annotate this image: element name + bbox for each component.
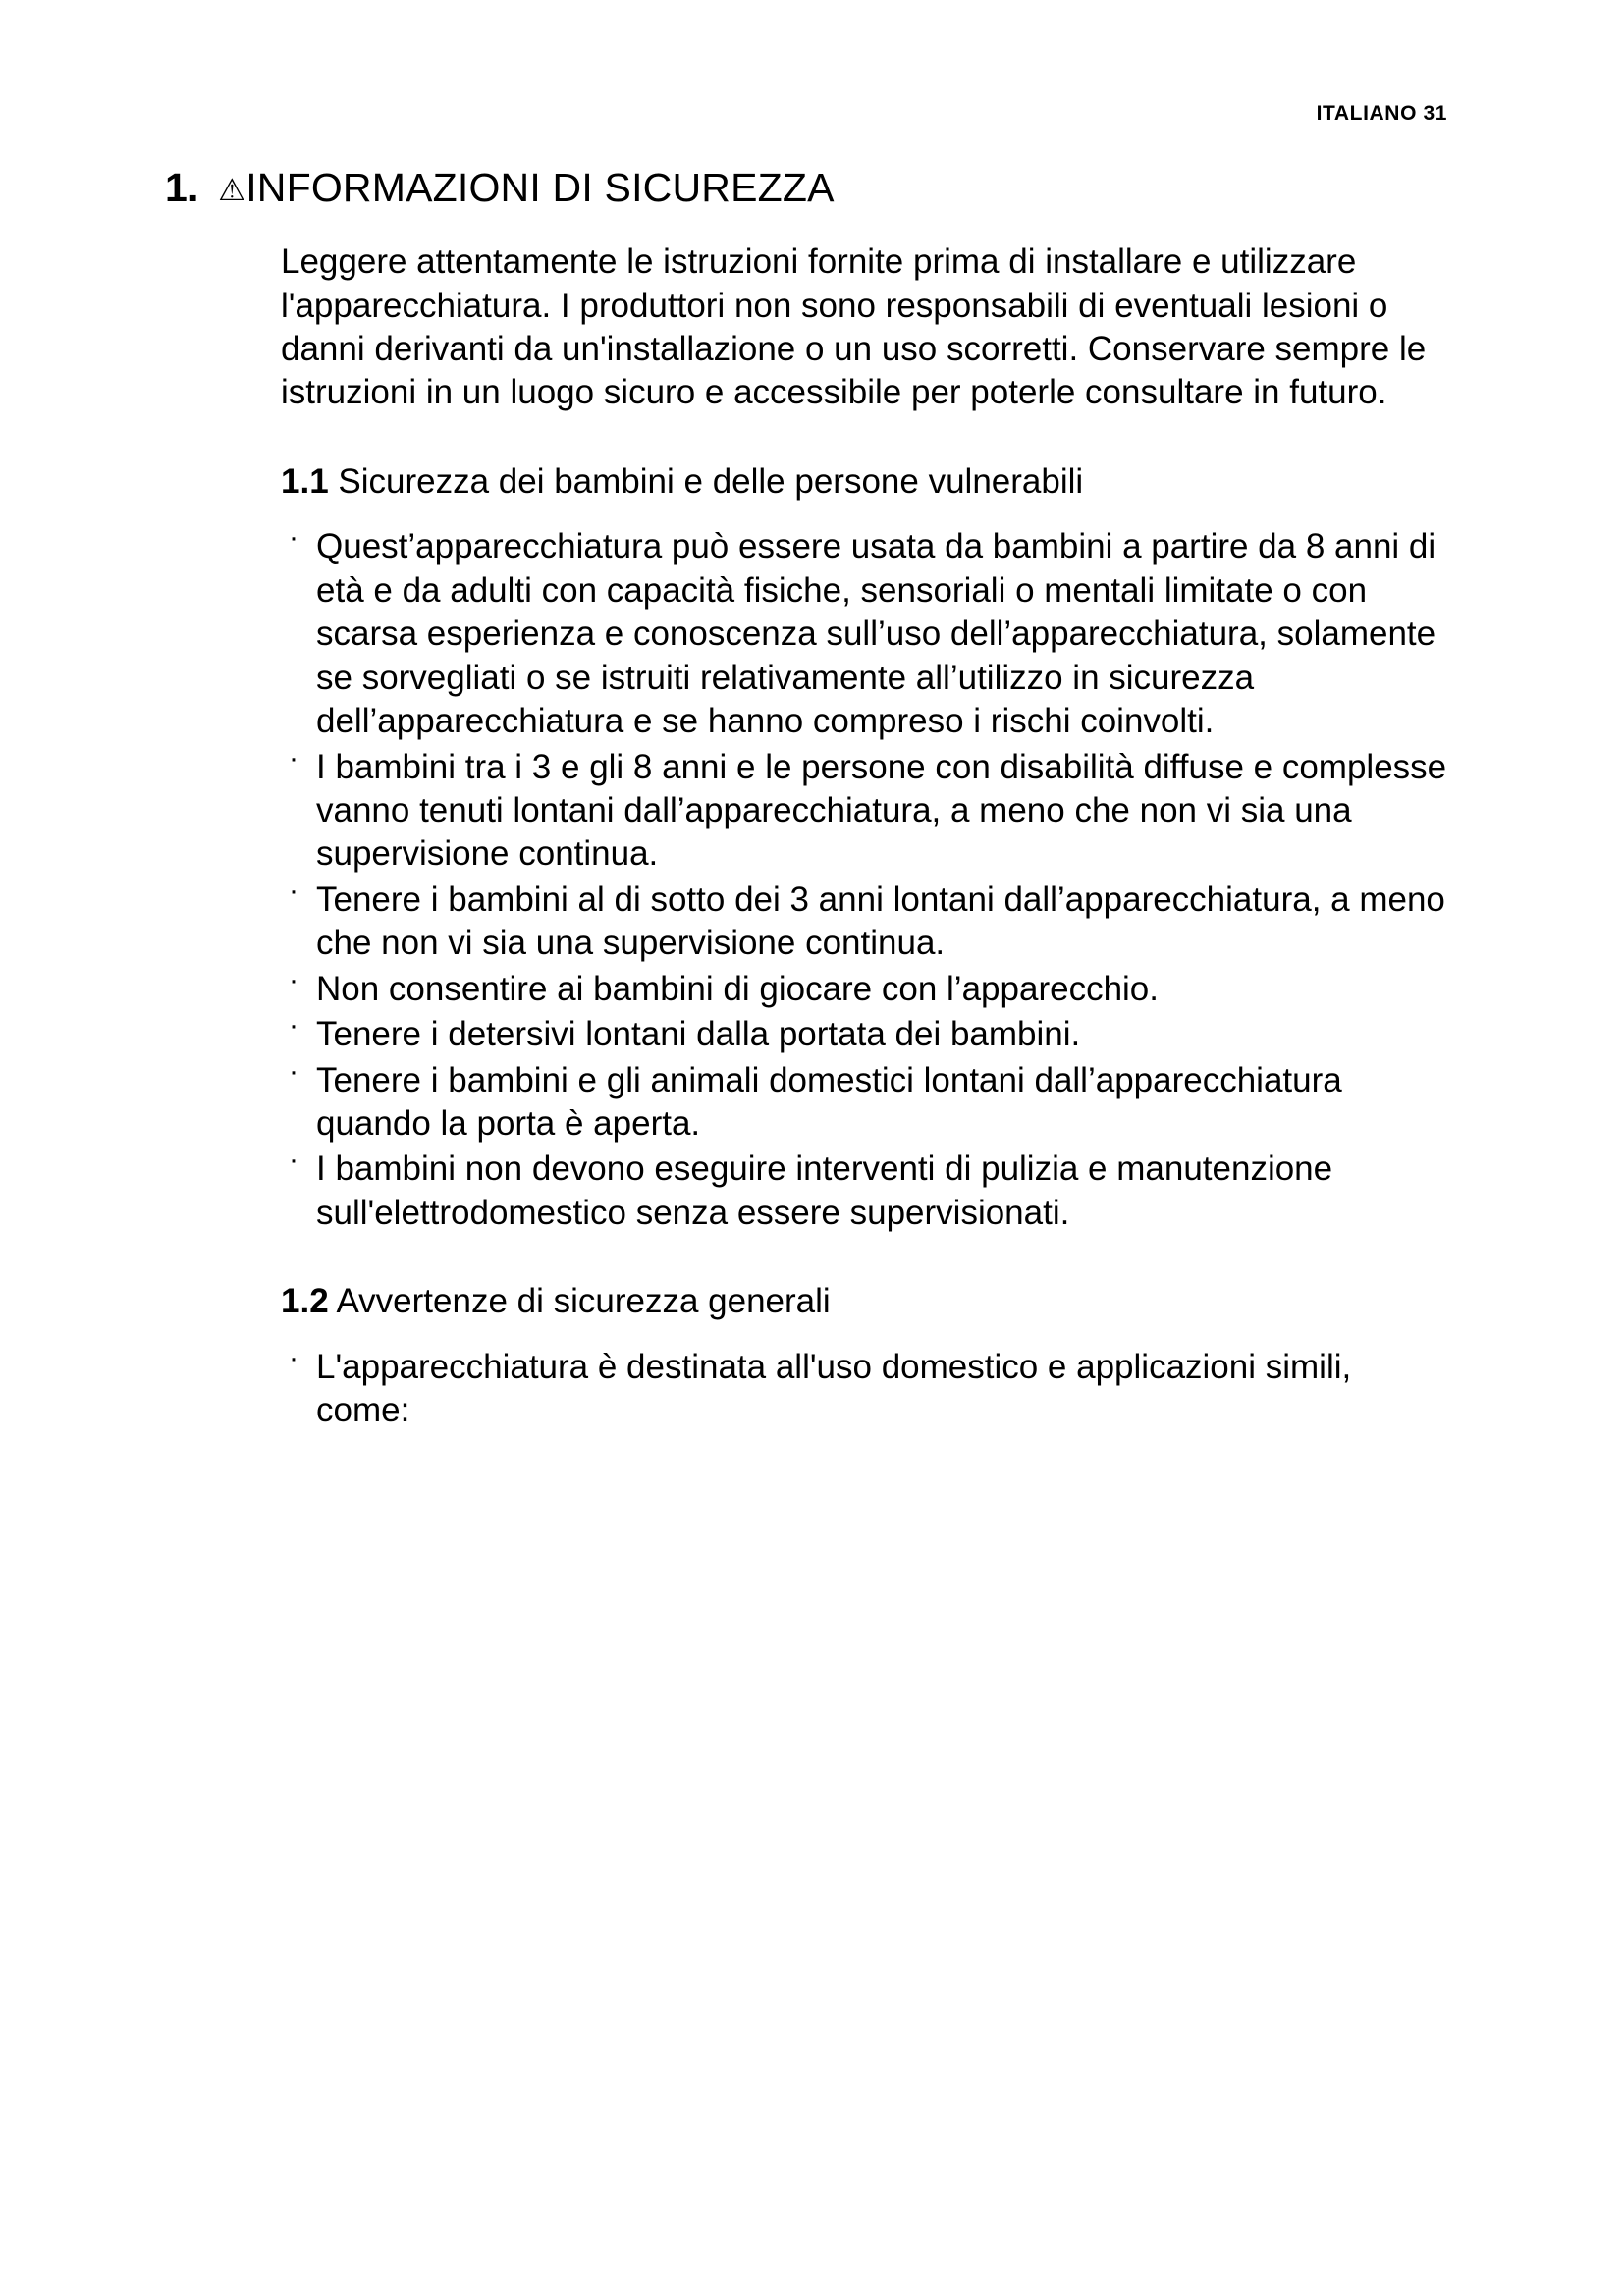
list-item: · I bambini non devono eseguire interventi di pulizia e manutenzione sull'elettrodomestico senza essere supervisionati. bbox=[281, 1148, 1449, 1235]
subsection-1-1-bullet-list bbox=[281, 525, 1449, 1235]
subsection-number: 1.2 bbox=[281, 1282, 329, 1321]
list-item: · I bambini tra i 3 e gli 8 anni e le persone con disabilità diffuse e complesse vanno tenuti lontani dall’apparecchiatura, a meno che non vi sia una supervisione continua. bbox=[281, 746, 1449, 877]
list-item: · Quest’apparecchiatura può essere usata da bambini a partire da 8 anni di età e da adulti con capacità fisiche, sensoriali o mentali limitate o con scarsa esperienza e conoscenza sull’uso dell’apparecchiatura, solamente se sorvegliati o se istruiti relativamente all’utilizzo in sicurezza dell’apparecchiatura e se hanno compreso i rischi coinvolti. bbox=[281, 525, 1449, 743]
section-heading bbox=[165, 165, 1477, 211]
list-item: · Tenere i detersivi lontani dalla portata dei bambini. bbox=[281, 1013, 1449, 1056]
subsection-1-2-bullet-list bbox=[281, 1346, 1449, 1433]
list-item: · Tenere i bambini e gli animali domestici lontani dall’apparecchiatura quando la porta è aperta. bbox=[281, 1059, 1449, 1147]
warning-triangle-icon: ⚠ bbox=[218, 173, 246, 207]
subsection-heading-1-2 bbox=[281, 1280, 1410, 1323]
subsection-number: 1.1 bbox=[281, 461, 329, 501]
section-intro-paragraph: Leggere attentamente le istruzioni fornite prima di installare e utilizzare l'apparecchiatura. I produttori non sono responsabili di eventuali lesioni o danni derivanti da un'installazione o un uso scorretti. Conservare sempre le istruzioni in un luogo sicuro e accessibile per poterle consultare in futuro. bbox=[281, 242, 1427, 412]
section-number: 1. bbox=[165, 165, 199, 210]
page-content bbox=[165, 165, 1477, 1435]
subsection-heading-1-1 bbox=[281, 460, 1410, 504]
subsection-title: Avvertenze di sicurezza generali bbox=[336, 1282, 831, 1321]
section-title: INFORMAZIONI DI SICUREZZA bbox=[245, 165, 835, 210]
subsection-title: Sicurezza dei bambini e delle persone vulnerabili bbox=[338, 461, 1084, 501]
running-head: ITALIANO 31 bbox=[1316, 102, 1447, 125]
list-item: · Non consentire ai bambini di giocare con l’apparecchio. bbox=[281, 968, 1449, 1011]
list-item: · Tenere i bambini al di sotto dei 3 anni lontani dall’apparecchiatura, a meno che non vi sia una supervisione continua. bbox=[281, 879, 1449, 966]
list-item: · L'apparecchiatura è destinata all'uso domestico e applicazioni simili, come: bbox=[281, 1346, 1449, 1433]
